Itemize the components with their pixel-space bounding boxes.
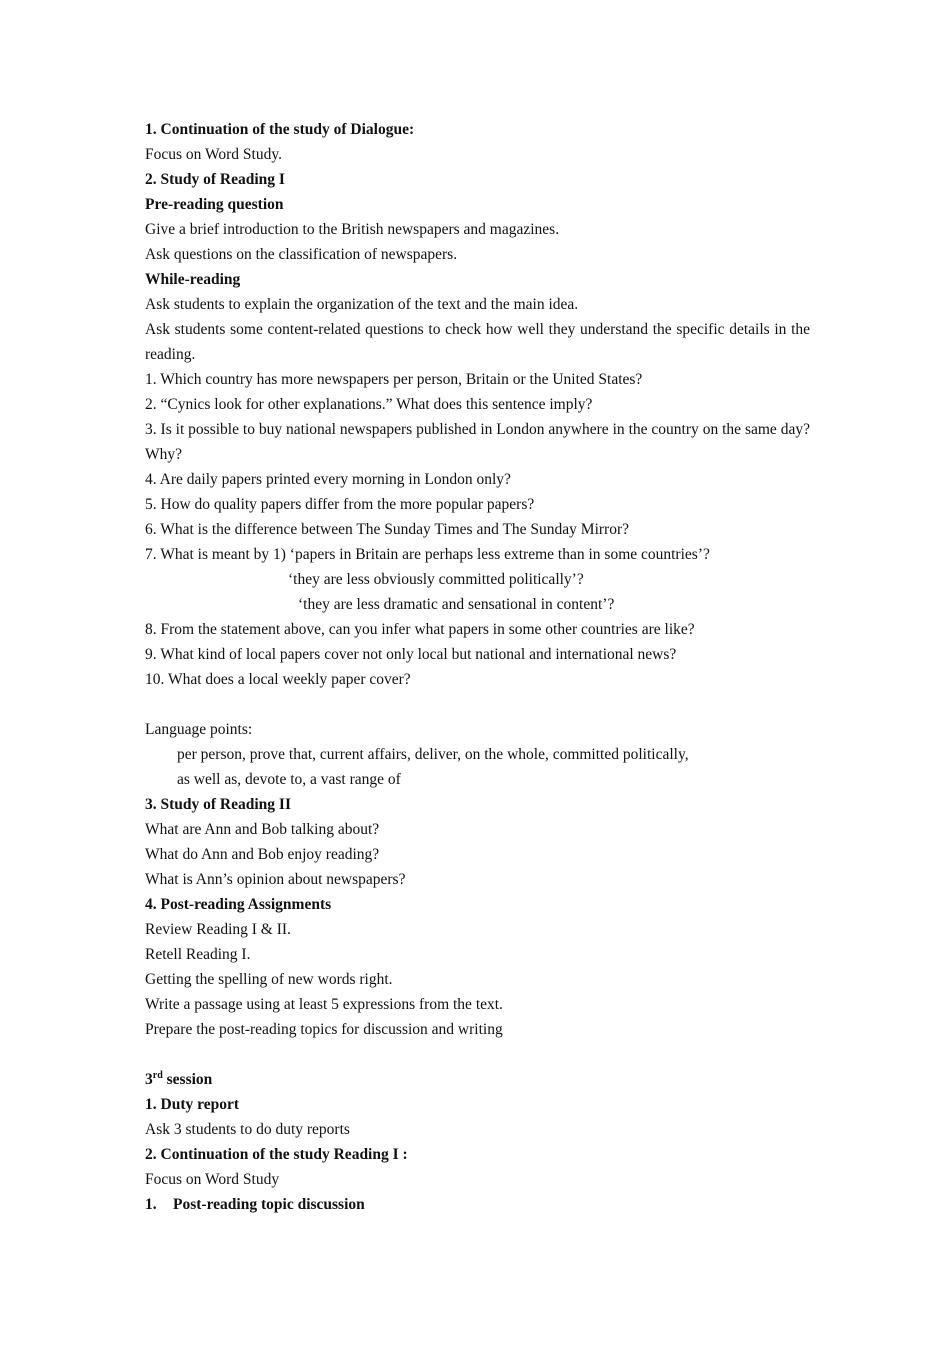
body-text: What do Ann and Bob enjoy reading?: [145, 846, 380, 863]
session-ordinal-suffix: rd: [152, 1069, 163, 1081]
question-8: 8. From the statement above, can you infer what papers in some other countries are like?: [145, 621, 695, 638]
body-text: Prepare the post-reading topics for discussion and writing: [145, 1021, 503, 1038]
question-1: 1. Which country has more newspapers per person, Britain or the United States?: [145, 371, 643, 388]
spacer: [145, 1042, 810, 1067]
body-text: What is Ann’s opinion about newspapers?: [145, 871, 406, 888]
session-word: session: [162, 1071, 213, 1088]
body-text: Getting the spelling of new words right.: [145, 971, 393, 988]
body-text: Ask students to explain the organization of the text and the main idea.: [145, 296, 579, 313]
body-text: Write a passage using at least 5 expressions from the text.: [145, 996, 503, 1013]
question-9: 9. What kind of local papers cover not only local but national and international news?: [145, 646, 677, 663]
language-points-line: as well as, devote to, a vast range of: [177, 771, 401, 788]
question-5: 5. How do quality papers differ from the more popular papers?: [145, 496, 535, 513]
session-number: 3: [145, 1071, 153, 1088]
question-7-quote-3: ‘they are less dramatic and sensational in content’?: [298, 596, 615, 613]
section-heading-continuation: 2. Continuation of the study Reading I :: [145, 1146, 408, 1163]
body-text: Retell Reading I.: [145, 946, 251, 963]
document-body: [145, 117, 810, 1217]
body-text: Review Reading I & II.: [145, 921, 291, 938]
section-heading-reading-2: 3. Study of Reading II: [145, 796, 291, 813]
body-text: Focus on Word Study.: [145, 146, 282, 163]
question-7-quote-2: ‘they are less obviously committed politically’?: [288, 571, 584, 588]
section-heading-assignments: 4. Post-reading Assignments: [145, 896, 332, 913]
language-points-heading: Language points:: [145, 721, 253, 738]
session-heading: [145, 1067, 810, 1092]
topic-heading-text: Post-reading topic discussion: [173, 1196, 365, 1213]
section-heading-reading-1: 2. Study of Reading I: [145, 171, 285, 188]
body-text: Give a brief introduction to the British newspapers and magazines.: [145, 221, 560, 238]
spacer: [145, 692, 810, 717]
body-text: Ask questions on the classification of newspapers.: [145, 246, 458, 263]
subheading-pre-reading: Pre-reading question: [145, 196, 284, 213]
section-heading-duty-report: 1. Duty report: [145, 1096, 239, 1113]
question-2: 2. “Cynics look for other explanations.” What does this sentence imply?: [145, 396, 593, 413]
section-heading-topic-discussion: [145, 1192, 810, 1217]
section-heading-dialogue: 1. Continuation of the study of Dialogue:: [145, 121, 415, 138]
body-text: What are Ann and Bob talking about?: [145, 821, 380, 838]
question-4: 4. Are daily papers printed every morning in London only?: [145, 471, 511, 488]
question-3: 3. Is it possible to buy national newspapers published in London anywhere in the country on the same day? Why?: [145, 421, 810, 463]
language-points-line: per person, prove that, current affairs, deliver, on the whole, committed politically,: [177, 746, 689, 763]
body-text: Ask 3 students to do duty reports: [145, 1121, 350, 1138]
body-paragraph: Ask students some content-related questions to check how well they understand the specific details in the reading.: [145, 321, 810, 363]
question-6: 6. What is the difference between The Sunday Times and The Sunday Mirror?: [145, 521, 629, 538]
question-10: 10. What does a local weekly paper cover?: [145, 671, 411, 688]
subheading-while-reading: While-reading: [145, 271, 241, 288]
list-number: 1.: [145, 1196, 157, 1213]
question-7: 7. What is meant by 1) ‘papers in Britain are perhaps less extreme than in some countries’?: [145, 546, 710, 563]
body-text: Focus on Word Study: [145, 1171, 280, 1188]
